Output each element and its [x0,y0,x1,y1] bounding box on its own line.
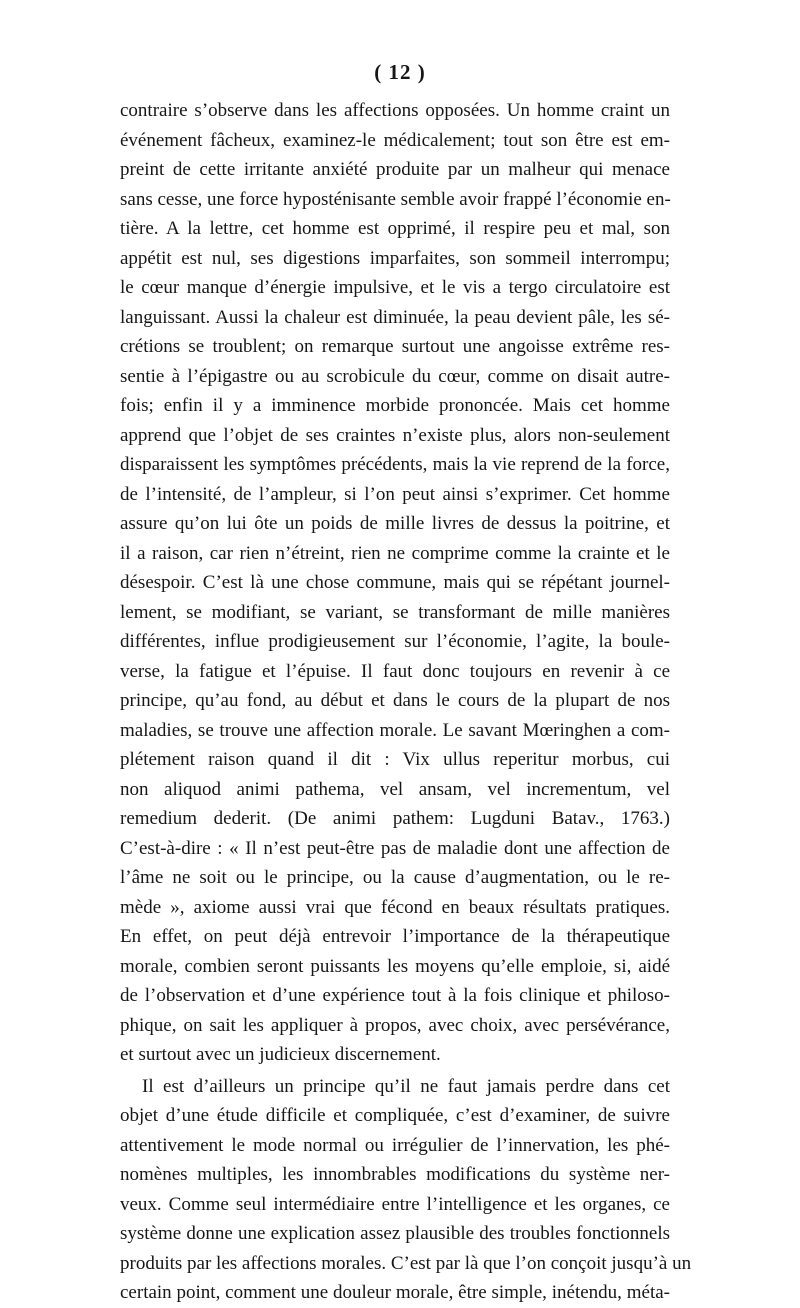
paragraph-1 [120,96,670,1070]
text-line: sentie à l’épigastre ou au scrobicule du cœur, comme on disait autre- [120,365,670,387]
text-line: nomènes multiples, les innombrables modifications du système ner- [120,1164,670,1185]
text-line: système donne une explication assez plausible des troubles fonctionnels [120,1223,670,1244]
text-line: Il est d’ailleurs un principe qu’il ne faut jamais perdre dans cet [142,1075,670,1097]
text-line: preint de cette irritante anxiété produite par un malheur qui menace [120,159,670,180]
text-line: différentes, influe prodigieusement sur l’économie, l’agite, la boule- [120,631,670,652]
text-line: fois; enfin il y a imminence morbide prononcée. Mais cet homme [120,395,670,416]
text-line: non aliquod animi pathema, vel ansam, vel incrementum, vel [120,778,670,800]
text-line: tière. A la lettre, cet homme est opprimé, il respire peu et mal, son [120,218,670,239]
text-line: de l’observation et d’une expérience tout à la fois clinique et philoso- [120,985,670,1006]
paragraph-2 [120,1072,692,1308]
text-line: C’est-à-dire : « Il n’est peut-être pas de maladie dont une affection de [120,837,670,859]
text-line: de l’intensité, de l’ampleur, si l’on peut ainsi s’exprimer. Cet homme [120,483,670,505]
text-line: objet d’une étude difficile et compliquée, c’est d’examiner, de suivre [120,1105,670,1126]
text-line: morale, combien seront puissants les moyens qu’elle emploie, si, aidé [120,955,670,977]
text-line: il a raison, car rien n’étreint, rien ne comprime comme la crainte et le [120,542,670,564]
text-line: veux. Comme seul intermédiaire entre l’intelligence et les organes, ce [120,1193,670,1215]
text-line: principe, qu’au fond, au début et dans le cours de la plupart de nos [120,690,670,711]
text-line: désespoir. C’est là une chose commune, mais qui se répétant journel- [120,572,670,593]
text-line: événement fâcheux, examinez-le médicalement; tout son être est em- [120,129,670,151]
text-line: languissant. Aussi la chaleur est diminuée, la peau devient pâle, les sé- [120,306,670,328]
text-line: apprend que l’objet de ses craintes n’existe plus, alors non-seulement [120,424,670,446]
text-line: mède », axiome aussi vrai que fécond en beaux résultats pratiques. [120,896,670,918]
text-line: appétit est nul, ses digestions imparfaites, son sommeil interrompu; [120,247,670,269]
text-line: et surtout avec un judicieux discernement. [120,1044,441,1065]
text-line: le cœur manque d’énergie impulsive, et le vis a tergo circulatoire est [120,277,670,298]
text-line: assure qu’on lui ôte un poids de mille livres de dessus la poitrine, et [120,513,670,534]
text-line: produits par les affections morales. C’est par là que l’on conçoit jusqu’à un [120,1252,692,1274]
page-number: ( 12 ) [374,60,426,84]
text-line: attentivement le mode normal ou irrégulier de l’innervation, les phé- [120,1134,670,1156]
text-line: disparaissent les symptômes précédents, mais la vie reprend de la force, [120,454,670,475]
text-line: phique, on sait les appliquer à propos, avec choix, avec persévérance, [120,1014,670,1036]
text-line: contraire s’observe dans les affections opposées. Un homme craint un [120,100,670,121]
text-line: En effet, on peut déjà entrevoir l’importance de la thérapeutique [120,926,670,947]
text-line: l’âme ne soit ou le principe, ou la cause d’augmentation, ou le re- [120,867,670,888]
text-line: plétement raison quand il dit : Vix ullus reperitur morbus, cui [120,749,670,770]
text-line: certain point, comment une douleur morale, être simple, inétendu, méta- [120,1282,670,1303]
text-line: verse, la fatigue et l’épuise. Il faut donc toujours en revenir à ce [120,660,670,682]
text-line: crétions se troublent; on remarque surtout une angoisse extrême res- [120,336,670,357]
text-line: remedium dederit. (De animi pathem: Lugduni Batav., 1763.) [120,808,670,829]
text-line: sans cesse, une force hyposténisante semble avoir frappé l’économie en- [120,188,671,210]
text-line: maladies, se trouve une affection morale. Le savant Mœringhen a com- [120,719,670,741]
body-text [120,96,692,1308]
text-line: lement, se modifiant, se variant, se transformant de mille manières [120,601,670,623]
